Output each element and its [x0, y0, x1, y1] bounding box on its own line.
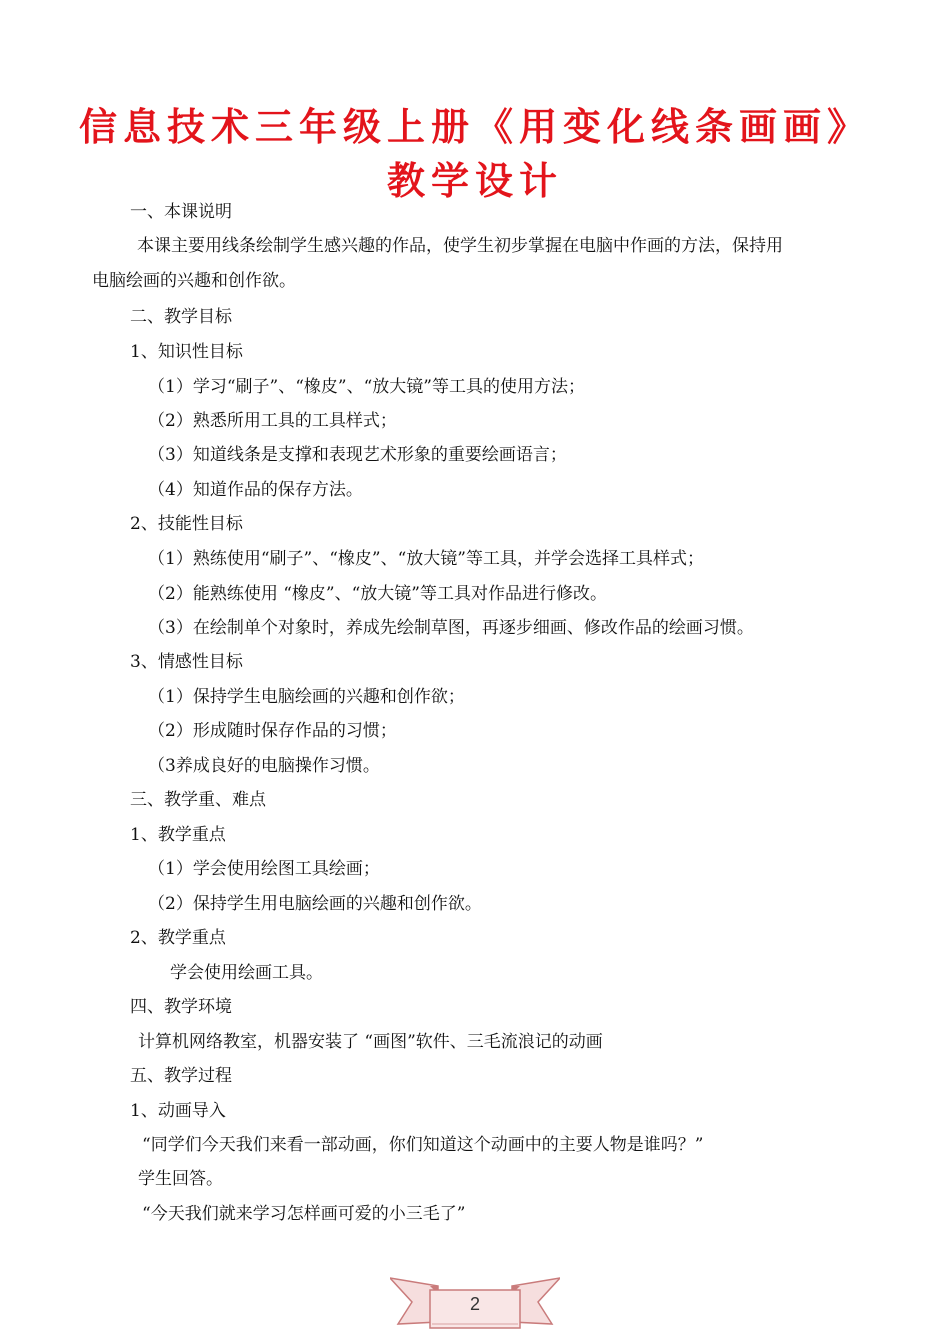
section-heading: 四、教学环境	[130, 997, 232, 1017]
list-item: （4）知道作品的保存方法。	[148, 480, 363, 500]
subsection-heading: 1、教学重点	[130, 825, 226, 845]
list-item: （2）能熟练使用 “橡皮”、“放大镜”等工具对作品进行修改。	[148, 584, 607, 604]
subsection-heading: 2、技能性目标	[130, 514, 243, 534]
list-item: （2）形成随时保存作品的习惯；	[148, 721, 397, 741]
list-item: （3）在绘制单个对象时，养成先绘制草图，再逐步细画、修改作品的绘画习惯。	[148, 618, 754, 638]
list-item: （1）熟练使用“刷子”、“橡皮”、“放大镜”等工具，并学会选择工具样式；	[148, 549, 704, 569]
paragraph-line: “同学们今天我们来看一部动画，你们知道这个动画中的主要人物是谁吗？”	[142, 1135, 704, 1155]
section-heading: 一、本课说明	[130, 202, 232, 222]
list-item: （3）知道线条是支撑和表现艺术形象的重要绘画语言；	[148, 445, 567, 465]
list-item: （1）学习“刷子”、“橡皮”、“放大镜”等工具的使用方法；	[148, 377, 585, 397]
page-number: 2	[469, 1294, 480, 1314]
paragraph-line: 本课主要用线条绘制学生感兴趣的作品，使学生初步掌握在电脑中作画的方法，保持用	[137, 236, 783, 256]
paragraph-line: 电脑绘画的兴趣和创作欲。	[92, 271, 296, 291]
document-title: 信息技术三年级上册《用变化线条画画》教学设计	[78, 105, 871, 203]
subsection-heading: 1、知识性目标	[130, 342, 243, 362]
list-item: （2）保持学生用电脑绘画的兴趣和创作欲。	[148, 894, 482, 914]
list-item: （1）学会使用绘图工具绘画；	[148, 859, 380, 879]
paragraph-line: “今天我们就来学习怎样画可爱的小三毛了”	[142, 1204, 466, 1224]
list-item: （2）熟悉所用工具的工具样式；	[148, 411, 397, 431]
subsection-heading: 2、教学重点	[130, 928, 226, 948]
list-item: （3养成良好的电脑操作习惯。	[148, 756, 380, 776]
page-number-ribbon	[390, 1272, 560, 1338]
section-heading: 五、教学过程	[130, 1066, 232, 1086]
list-item: （1）保持学生电脑绘画的兴趣和创作欲；	[148, 687, 465, 707]
paragraph-line: 计算机网络教室，机器安装了 “画图”软件、三毛流浪记的动画	[138, 1032, 603, 1052]
section-heading: 二、教学目标	[130, 307, 232, 327]
list-item: 学会使用绘画工具。	[170, 963, 323, 983]
subsection-heading: 1、动画导入	[130, 1101, 226, 1121]
section-heading: 三、教学重、难点	[130, 790, 266, 810]
paragraph-line: 学生回答。	[138, 1169, 223, 1189]
subsection-heading: 3、情感性目标	[130, 652, 243, 672]
